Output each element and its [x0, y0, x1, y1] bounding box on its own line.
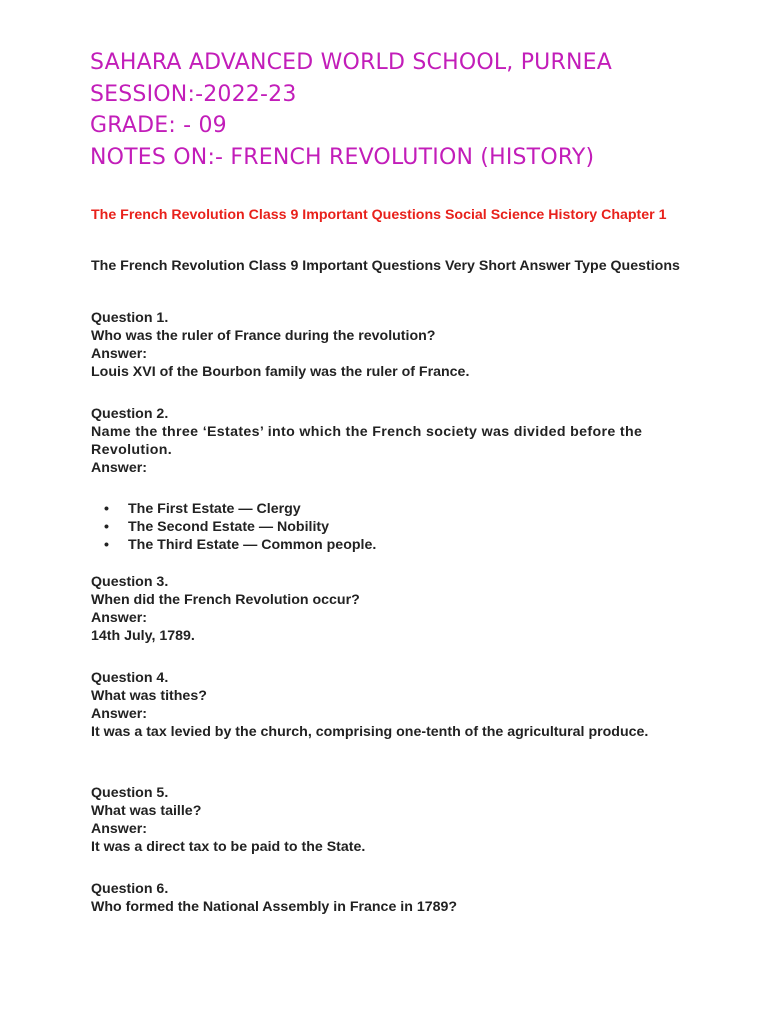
answer-label: Answer: [91, 821, 147, 837]
school-name: SAHARA ADVANCED WORLD SCHOOL, PURNEA [90, 50, 612, 75]
question-label: Question 3. [91, 574, 169, 590]
question-text: What was taille? [91, 803, 202, 819]
answer-text: It was a direct tax to be paid to the State. [91, 839, 366, 855]
bullet-icon: • [104, 519, 109, 535]
answer-label: Answer: [91, 346, 147, 362]
session-line: SESSION:-2022-23 [90, 81, 297, 107]
question-block-1 [91, 309, 691, 381]
list-item: • The Second Estate — Nobility [104, 519, 330, 535]
chapter-title: The French Revolution Class 9 Important Questions Social Science History Chapter 1 [91, 207, 667, 223]
question-text: Who formed the National Assembly in France in 1789? [91, 899, 458, 915]
question-block-3 [91, 573, 691, 645]
answer-text: Louis XVI of the Bourbon family was the ruler of France. [91, 364, 470, 380]
question-block-4 [91, 669, 691, 741]
question-label: Question 1. [91, 310, 169, 326]
answer-label: Answer: [91, 706, 147, 722]
document-header [90, 47, 612, 173]
answer-label: Answer: [91, 610, 147, 626]
grade-line: GRADE: - 09 [90, 113, 227, 138]
notes-line: NOTES ON:- FRENCH REVOLUTION (HISTORY) [90, 144, 595, 170]
question-block-6 [91, 880, 691, 916]
answer-list [91, 500, 691, 554]
question-label: Question 6. [91, 881, 169, 897]
question-text: Name the three ‘Estates’ into which the French society was divided before the Revolution. [91, 424, 643, 458]
list-item: • The Third Estate — Common people. [104, 537, 377, 553]
bullet-icon: • [104, 501, 109, 517]
question-label: Question 5. [91, 785, 169, 801]
question-label: Question 2. [91, 406, 169, 422]
question-label: Question 4. [91, 670, 169, 686]
list-item: • The First Estate — Clergy [104, 501, 301, 517]
bullet-icon: • [104, 537, 109, 553]
document-body [91, 206, 691, 915]
question-block-5 [91, 784, 691, 856]
question-text: Who was the ruler of France during the revolution? [91, 328, 436, 344]
question-text: When did the French Revolution occur? [91, 592, 360, 608]
section-title: The French Revolution Class 9 Important Questions Very Short Answer Type Questions [91, 258, 680, 274]
answer-label: Answer: [91, 460, 147, 476]
question-block-2 [91, 405, 691, 554]
question-text: What was tithes? [91, 688, 207, 704]
answer-text: 14th July, 1789. [91, 628, 195, 644]
answer-text: It was a tax levied by the church, comprising one-tenth of the agricultural produce. [91, 724, 649, 740]
